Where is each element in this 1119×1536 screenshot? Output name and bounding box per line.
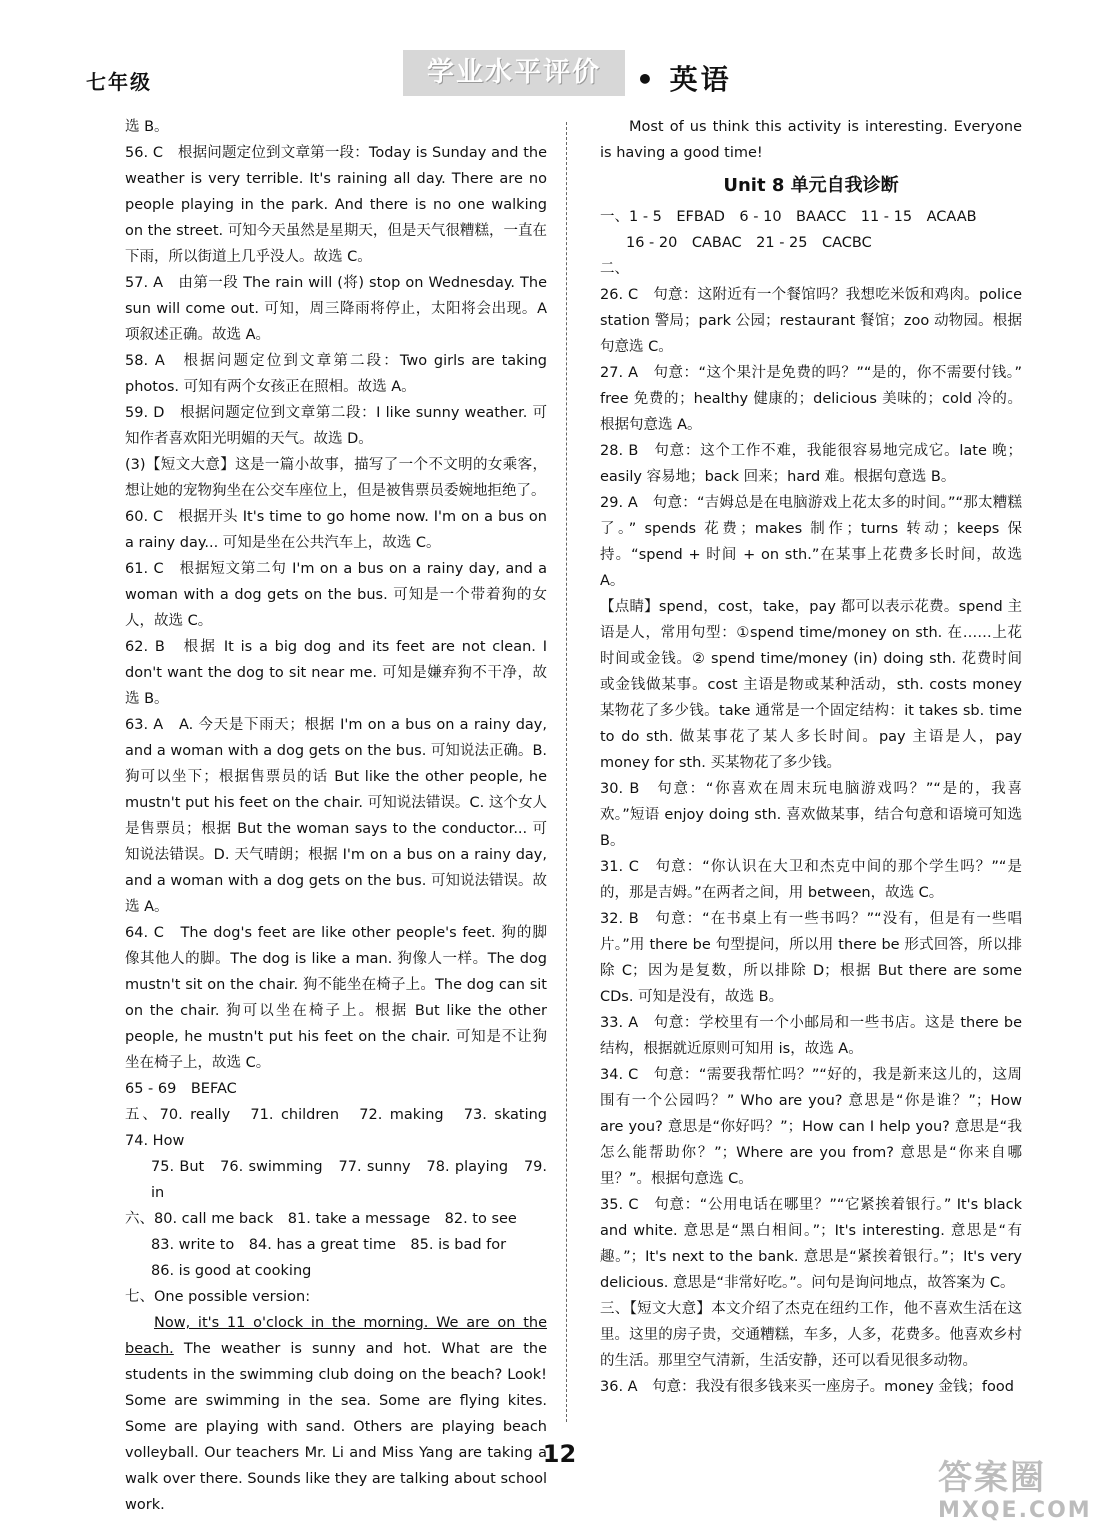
answer-item: 58. A 根据问题定位到文章第二段：Two girls are taking photos. 可知有两个女孩正在照相。故选 A。 xyxy=(125,353,547,395)
answer-item: 56. C 根据问题定位到文章第一段：Today is Sunday and the weather is very terrible. It's raining all day. There are no people playing in the park. And there is no one walking on the street. 可知今天虽然是星期天，但是天气很糟糕，一直在下雨，所以街道上几乎没人。故选 C。 xyxy=(125,145,547,265)
answer-key: 65 - 69 BEFAC xyxy=(125,1081,237,1097)
answer-item: 57. A 由第一段 The rain will (将) stop on Wednesday. The sun will come out. 可知，周三降雨将停止，太阳将会出现。A 项叙述正确。故选 A。 xyxy=(125,275,547,343)
answer-item: 30. B 句意：“你喜欢在周末玩电脑游戏吗？”“是的，我喜欢。”短语 enjoy doing sth. 喜欢做某事，结合句意和语境可知选 B。 xyxy=(600,781,1022,849)
answer-item: 选 B。 xyxy=(125,119,169,135)
answer-key: 五、70. really 71. children 72. making 73. skating 74. How xyxy=(125,1107,562,1149)
page-number: 12 xyxy=(542,1440,577,1468)
answer-item: 64. C The dog's feet are like other people's feet. 狗的脚像其他人的脚。The dog is like a man. 狗像人一样。The dog mustn't sit on the chair. 狗不能坐在椅子上。The dog can sit on the chair. 狗可以坐在椅子上。根据 But like the other people, he mustn't put his feet on the chair. 可知是不让狗坐在椅子上，故选 C。 xyxy=(125,925,547,1071)
essay-underlined: Now, it's 11 o'clock in the morning. We are on the beach. xyxy=(125,1315,547,1357)
unit-title: Unit 8 单元自我诊断 xyxy=(723,175,899,196)
writing-heading: 七、One possible version: xyxy=(125,1289,311,1305)
answer-item: 34. C 句意：“需要我帮忙吗？”“好的，我是新来这儿的，这周围有一个公园吗？” Who are you? 意思是“你是谁？”；How are you? 意思是“你好吗？”；How can I help you? 意思是“我怎么能帮助你？”；Where are you from? 意思是“你来自哪里？”。根据句意选 C。 xyxy=(600,1067,1022,1187)
answer-item: 35. C 句意：“公用电话在哪里？”“它紧挨着银行。” It's black and white. 意思是“黑白相间。”；It's interesting. 意思是“有趣。”；It's next to the bank. 意思是“紧挨着银行。”；It's very delicious. 意思是“非常好吃。”。问句是询问地点，故答案为 C。 xyxy=(600,1197,1022,1291)
watermark-logo xyxy=(938,1458,1108,1530)
answer-key: 六、80. call me back 81. take a message 82. to see xyxy=(125,1211,517,1227)
answer-item: 28. B 句意：这个工作不难，我能很容易地完成它。late 晚；easily 容易地；back 回来；hard 难。根据句意选 B。 xyxy=(600,443,1022,485)
answer-item: 32. B 句意：“在书桌上有一些书吗？”“没有，但是有一些唱片。”用 there be 句型提问，所以用 there be 形式回答，所以排除 C；因为是复数，所以排除 D；根据 But there are some CDs. 可知是没有，故选 B。 xyxy=(600,911,1022,1005)
answer-item: 61. C 根据短文第二句 I'm on a bus on a rainy day, and a woman with a dog gets on the bus. 可知是一个带着狗的女人，故选 C。 xyxy=(125,561,547,629)
answer-item: 29. A 句意：“吉姆总是在电脑游戏上花太多的时间。”“那太糟糕了。” spends 花费；makes 制作；turns 转动；keeps 保持。“spend + 时间 + on sth.”在某事上花费多长时间，故选 A。 xyxy=(600,495,1022,589)
answer-item: 36. A 句意：我没有很多钱来买一座房子。money 金钱；food xyxy=(600,1379,1014,1395)
answer-item: 31. C 句意：“你认识在大卫和杰克中间的那个学生吗？”“是的，那是吉姆。”在两者之间，用 between，故选 C。 xyxy=(600,859,1022,901)
answer-key: 83. write to 84. has a great time 85. is bad for xyxy=(151,1237,507,1253)
answer-item: 62. B 根据 It is a big dog and its feet are not clean. I don't want the dog to sit near me. 可知是嫌弃狗不干净，故选 B。 xyxy=(125,639,547,707)
right-column xyxy=(600,114,1022,1426)
answer-item: 60. C 根据开头 It's time to go home now. I'm on a bus on a rainy day... 可知是坐在公共汽车上，故选 C。 xyxy=(125,509,547,551)
column-divider xyxy=(566,122,567,1422)
tip-note: 【点睛】spend，cost，take，pay 都可以表示花费。spend 主语是人，常用句型：①spend time/money on sth. 在……上花时间或金钱。② spend time/money (in) doing sth. 花费时间或金钱做某事。cost 主语是物或某种活动，sth. costs money 某物花了多少钱。take 通常是一个固定结构：it takes sb. time to do sth. 做某事花了某人多长时间。pay 主语是人，pay money for sth. 买某物花了多少钱。 xyxy=(600,599,1022,771)
answer-key: 86. is good at cooking xyxy=(151,1263,312,1279)
answer-item: 63. A A. 今天是下雨天；根据 I'm on a bus on a rainy day, and a woman with a dog gets on the bus. 可知说法正确。B. 狗可以坐下；根据售票员的话 But like the other people, he mustn't put his feet on the chair. 可知说法错误。C. 这个女人是售票员；根据 But the woman says to the conductor... 可知说法错误。D. 天气晴朗；根据 I'm on a bus on a rainy day, and a woman with a dog gets on the bus. 可知说法错误。故选 A。 xyxy=(125,717,547,915)
passage-summary: 三、【短文大意】本文介绍了杰克在纽约工作，他不喜欢生活在这里。这里的房子贵，交通糟糕，车多，人多，花费多。他喜欢乡村的生活。那里空气清新，生活安静，还可以看见很多动物。 xyxy=(600,1301,1022,1369)
book-title-banner: 学业水平评价 xyxy=(403,50,625,96)
watermark-url: MXQE.COM xyxy=(938,1498,1092,1523)
answer-key: 16 - 20 CABAC 21 - 25 CACBC xyxy=(626,235,872,251)
grade-label: 七年级 xyxy=(86,70,152,94)
watermark-text: 答案圈 xyxy=(938,1458,1046,1498)
sample-essay xyxy=(125,1310,547,1518)
passage-summary: (3)【短文大意】这是一篇小故事，描写了一个不文明的女乘客，想让她的宠物狗坐在公交车座位上，但是被售票员委婉地拒绝了。 xyxy=(125,457,547,499)
answer-key: 一、1 - 5 EFBAD 6 - 10 BAACC 11 - 15 ACAAB xyxy=(600,209,977,225)
essay-ending: Most of us think this activity is interesting. Everyone is having a good time! xyxy=(600,119,1022,161)
essay-body: The weather is sunny and hot. What are the students in the swimming club doing on the beach? Look! Some are swimming in the sea. Some are flying kites. Some are playing with sand. Others are playing beach volleyball. Our teachers Mr. Li and Miss Yang are taking a walk over there. Sounds like they are talking about school work. xyxy=(125,1341,547,1513)
subject-label: • 英语 xyxy=(636,63,732,96)
answer-item: 59. D 根据问题定位到文章第二段：I like sunny weather. 可知作者喜欢阳光明媚的天气。故选 D。 xyxy=(125,405,547,447)
answer-key: 75. But 76. swimming 77. sunny 78. playing 79. in xyxy=(151,1159,547,1201)
answer-item: 26. C 句意：这附近有一个餐馆吗？我想吃米饭和鸡肉。police station 警局；park 公园；restaurant 餐馆；zoo 动物园。根据句意选 C。 xyxy=(600,287,1022,355)
section-label: 二、 xyxy=(600,261,629,277)
answer-item: 27. A 句意：“这个果汁是免费的吗？”“是的，你不需要付钱。” free 免费的；healthy 健康的；delicious 美味的；cold 冷的。根据句意选 A。 xyxy=(600,365,1022,433)
page-header xyxy=(0,0,1119,110)
answer-item: 33. A 句意：学校里有一个小邮局和一些书店。这是 there be 结构，根据就近原则可知用 is，故选 A。 xyxy=(600,1015,1022,1057)
